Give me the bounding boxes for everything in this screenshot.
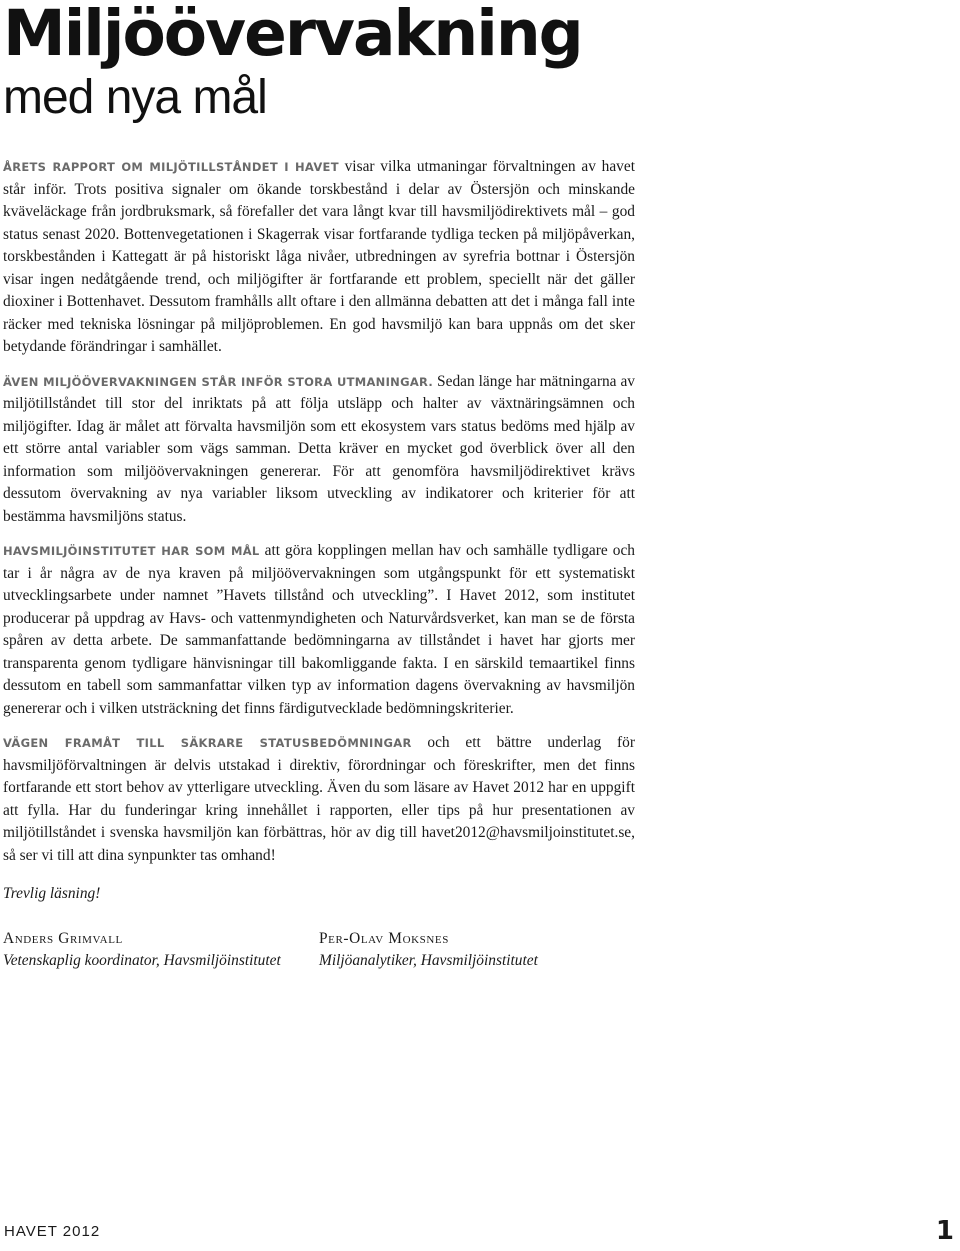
paragraph-text: visar vilka utmaningar förvaltningen av havet står inför. Trots positiva signaler om ökande torskbestånd i delar av Östersjön och minskande kväveläckage från jordbruksmark, så förefaller det vara långt kvar till havsmiljödirektivets mål – god status senast 2020. Bottenvegetationen i Skagerrak visar fortfarande tydliga tecken på miljöpåverkan, torskbestånden i Kattegatt är på historiskt låga nivåer, utbredningen av syrefria bottnar i Östersjön visar ingen nedåtgående trend, och miljögifter är fortfarande ett problem, speciellt när det gäller dioxiner i Bottenhavet. Dessutom framhålls allt oftare i den allmänna debatten att det i många fall inte räcker med tekniska lösningar på miljöproblemen. En god havsmiljö kan bara uppnås om det sker betydande förändringar i samhället.: [3, 158, 635, 355]
paragraph-text: att göra kopplingen mellan hav och samhälle tydligare och tar i år några av de nya kraven på miljöövervakningen som utgångspunkt för ett systematiskt utvecklingsarbete under namnet ”Havets tillstånd och utveckling”. I Havet 2012, som institutet producerar på uppdrag av Havs- och vattenmyndigheten och Naturvårdsverket, kan man se de första spåren av detta arbete. De sammanfattande bedömningarna av tillståndet i havet har gjorts mer transparenta genom tydligare hänvisningar till bakomliggande fakta. I en särskild temaartikel finns dessutom en tabell som sammanfattar vilken typ av information dagens övervakning av havsmiljön genererar och i vilken utsträckning det finns färdigutvecklade bedömningskriterier.: [3, 542, 635, 717]
paragraph-1: [3, 156, 635, 359]
paragraph-4: [3, 732, 635, 867]
paragraph-lead: ÄVEN MILJÖÖVERVAKNINGEN STÅR INFÖR STORA UTMANINGAR.: [3, 374, 434, 389]
page-title: Miljöövervakning: [3, 0, 582, 70]
paragraph-lead: ÅRETS RAPPORT OM MILJÖTILLSTÅNDET I HAVET: [3, 160, 339, 174]
signature-2: [319, 928, 635, 973]
paragraph-2: [3, 371, 635, 529]
signature-block: [3, 928, 635, 973]
signature-title: Miljöanalytiker, Havsmiljöinstitutet: [319, 952, 538, 969]
closing-greeting: Trevlig läsning!: [3, 885, 101, 902]
page-subtitle: med nya mål: [3, 71, 267, 124]
page-number: 1: [935, 1216, 954, 1246]
paragraph-3: [3, 540, 635, 720]
paragraph-text: och ett bättre underlag för havsmiljöförvaltningen är delvis utstakad i direktiv, förordningar och föreskrifter, men det finns fortfarande ett stort behov av ytterligare utveckling. Även du som läsare av Havet 2012 har en uppgift att fylla. Har du funderingar kring innehållet i rapporten, eller tips på hur presentationen av miljötillståndet i svenska havsmiljön kan förbättras, hör av dig till havet2012@havsmiljoinstitutet.se, så ser vi till att dina synpunkter tas omhand!: [3, 734, 635, 864]
article-body: [3, 156, 635, 973]
paragraph-text: Sedan länge har mätningarna av miljötillståndet till stor del inriktats på att följa utsläpp och halter av växtnäringsämnen och miljögifter. Idag är målet att förvalta havsmiljön som ett ekosystem vars status bedöms med hjälp av ett större antal variabler som vägs samman. Detta kräver en mycket god överblick över all den information som miljöövervakningen genererar. För att genomföra havsmiljödirektivet krävs dessutom övervakning av nya variabler liksom utveckling av indikatorer och kriterier för att bestämma havsmiljöns status.: [3, 372, 635, 525]
signature-title: Vetenskaplig koordinator, Havsmiljöinstitutet: [3, 952, 281, 969]
paragraph-lead: HAVSMILJÖINSTITUTET HAR SOM MÅL: [3, 544, 260, 558]
signature-1: [3, 928, 319, 973]
paragraph-lead: VÄGEN FRAMÅT TILL SÄKRARE STATUSBEDÖMNINGAR: [3, 736, 412, 750]
footer-publication-label: HAVET 2012: [4, 1223, 101, 1240]
signature-name: Per-Olav Moksnes: [319, 929, 449, 947]
signature-name: Anders Grimvall: [3, 929, 123, 947]
